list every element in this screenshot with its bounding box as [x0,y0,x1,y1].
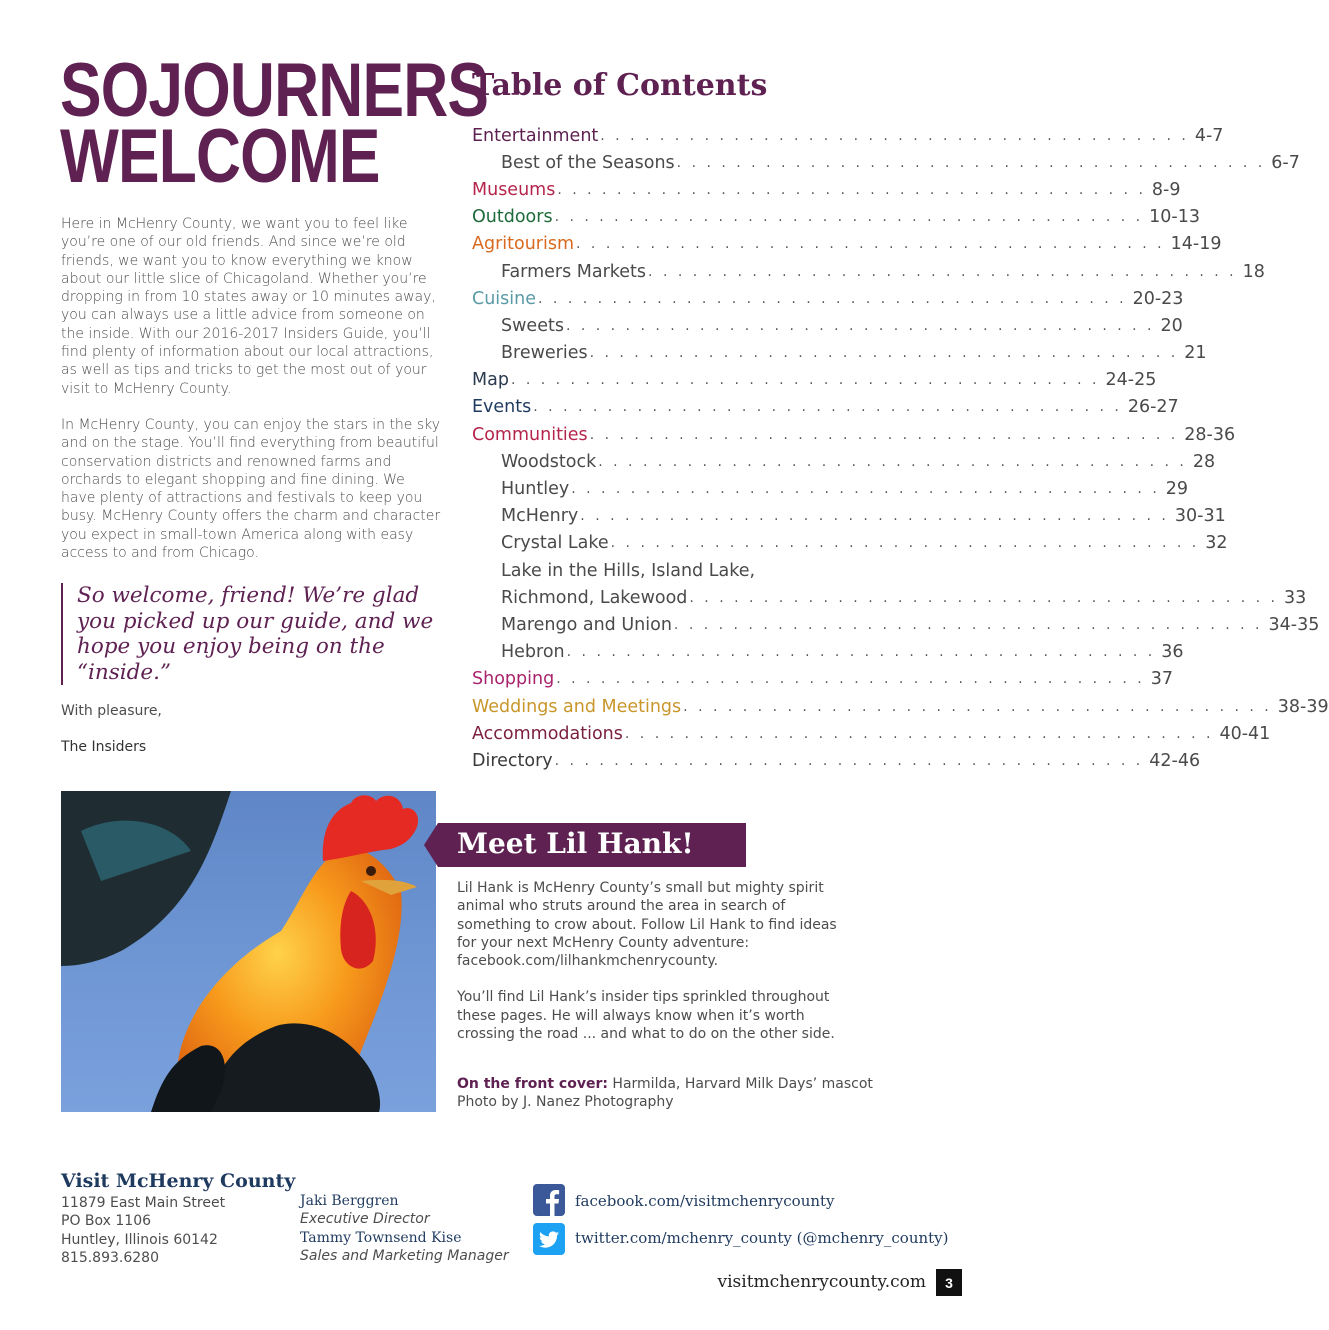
toc-entry-pages: 34-35 [1268,614,1320,635]
facebook-icon[interactable] [533,1184,565,1216]
intro-paragraph-1: Here in McHenry County, we want you to feel like you’re one of our old friends. And since we’re old friends, we want you to know everything we know about our little slice of Chicagoland. Whether you’re dropping in from 10 states away or 10 minutes away, you can always use a little advice from someone on the inside. With our 2016-2017 Insiders Guide, you’ll find plenty of information about our local attractions, as well as tips and tricks to get the most out of your visit to McHenry County. [61,216,436,397]
toc-entry-label: Huntley [501,479,570,500]
toc-entry-label: Museums [472,179,556,200]
cover-text: Harmilda, Harvard Milk Days’ mascot [607,1076,873,1092]
toc-entry[interactable] [472,611,1320,638]
toc-entry[interactable] [472,584,1307,611]
toc-entry[interactable] [472,720,1271,747]
rooster-illustration [61,791,436,1112]
toc-entry-pages: 36 [1161,642,1184,663]
toc-entry-label: Accommodations [472,723,623,744]
pull-quote: So welcome, friend! We’re glad you picked up our guide, and we hope you enjoy being on the “inside.” [61,583,447,685]
rooster-photo [61,791,436,1112]
toc-entry[interactable] [472,448,1216,475]
footer-address [61,1194,225,1267]
toc-entry-pages: 32 [1205,533,1228,554]
toc-entry-pages: 6-7 [1271,152,1300,173]
website-url[interactable]: visitmchenrycounty.com [717,1272,926,1292]
hank-paragraph-2: You’ll find Lil Hank’s insider tips sprinkled throughout these pages. He will always know when it’s worth crossing the road ... and what to do on the other side. [457,989,835,1043]
phone-number: 815.893.6280 [61,1249,159,1266]
intro-text [61,215,441,580]
twitter-icon[interactable] [533,1223,565,1255]
page-headline [60,48,489,199]
toc-entry[interactable] [472,475,1189,502]
toc-entry[interactable] [472,122,1224,149]
facebook-link[interactable]: facebook.com/visitmchenrycounty [575,1192,835,1210]
toc-entry[interactable] [472,367,1157,394]
toc-entry-label: Events [472,397,532,418]
toc-entry[interactable] [472,285,1184,312]
toc-entry[interactable] [472,530,1228,557]
toc-entry-pages: 26-27 [1127,397,1179,418]
toc-entry[interactable] [472,204,1200,231]
toc-entry-pages: 40-41 [1219,723,1271,744]
toc-entry-label: Hebron [501,642,565,663]
toc-entry-pages: 37 [1150,669,1174,690]
toc-entry-label: Entertainment [472,125,599,146]
toc-entry-label: Lake in the Hills, Island Lake, [501,560,756,581]
address-line-1: 11879 East Main Street [61,1195,226,1211]
toc-leader-dots: . . . . . . . . . . . . . . . . . . . . . . . . . . . . . . . . . . . . . . . . [673,616,1263,633]
toc-title: Table of Contents [472,68,768,103]
toc-entry-label: Map [472,370,509,391]
toc-entry-pages: 8-9 [1151,179,1181,200]
toc-entry[interactable] [472,258,1265,285]
toc-entry[interactable] [472,421,1236,448]
toc-leader-dots: . . . . . . . . . . . . . . . . . . . . . . . . . . . . . . . . . . . . . . . . [538,290,1127,307]
toc-entry-label: Marengo and Union [501,614,672,635]
toc-entry-label: Directory [472,750,553,771]
toc-leader-dots: . . . . . . . . . . . . . . . . . . . . . . . . . . . . . . . . . . . . . . . . [676,154,1266,171]
toc-entry-label: Best of the Seasons [501,152,675,173]
toc-entry-label: Communities [472,424,588,445]
toc-entry[interactable] [472,747,1201,774]
address-line-2: PO Box 1106 [61,1213,152,1230]
toc-entry-pages: 28 [1192,451,1216,472]
signature: The Insiders [61,739,147,755]
toc-entry-pages: 28-36 [1184,424,1236,445]
address-line-3: Huntley, Illinois 60142 [61,1231,218,1248]
toc-entry-label: Farmers Markets [501,261,647,282]
toc-entry[interactable] [472,231,1222,258]
toc-entry[interactable] [472,693,1329,720]
hank-title: Meet Lil Hank! [457,827,694,860]
toc-leader-dots: . . . . . . . . . . . . . . . . . . . . . . . . . . . . . . . . . . . . . . . . [533,399,1122,416]
toc-entry[interactable] [472,394,1179,421]
contact-2-name: Tammy Townsend Kise [300,1229,462,1246]
toc-entry[interactable] [472,149,1300,176]
toc-entry-pages: 30-31 [1174,506,1226,527]
toc-leader-dots: . . . . . . . . . . . . . . . . . . . . . . . . . . . . . . . . . . . . . . . . [600,127,1189,144]
toc-entry-label: Crystal Lake [501,533,609,554]
hank-text [457,879,837,1061]
signoff: With pleasure, [61,703,162,719]
toc-entry-label: Cuisine [472,288,537,309]
toc-leader-dots: . . . . . . . . . . . . . . . . . . . . . . . . . . . . . . . . . . . . . . . . [683,698,1272,715]
toc-entry-label: Shopping [472,669,555,690]
table-of-contents [472,122,1329,775]
toc-entry[interactable] [472,666,1174,693]
toc-entry-pages: 21 [1184,343,1207,364]
toc-entry[interactable] [472,176,1181,203]
page-number: 3 [936,1269,962,1296]
toc-leader-dots: . . . . . . . . . . . . . . . . . . . . . . . . . . . . . . . . . . . . . . . . [554,752,1144,769]
toc-entry[interactable] [472,312,1183,339]
toc-entry-label: Outdoors [472,207,553,228]
toc-leader-dots: . . . . . . . . . . . . . . . . . . . . . . . . . . . . . . . . . . . . . . . . [598,453,1187,470]
toc-entry-label: Sweets [501,315,564,336]
toc-entry-label: Agritourism [472,234,575,255]
toc-leader-dots: . . . . . . . . . . . . . . . . . . . . . . . . . . . . . . . . . . . . . . . . [624,725,1214,742]
toc-leader-dots: . . . . . . . . . . . . . . . . . . . . . . . . . . . . . . . . . . . . . . . . [557,181,1146,198]
contact-2-role: Sales and Marketing Manager [300,1247,509,1264]
toc-entry-pages: 18 [1242,261,1265,282]
twitter-link[interactable]: twitter.com/mchenry_county (@mchenry_county) [575,1229,949,1247]
toc-entry-label: Woodstock [501,451,597,472]
toc-leader-dots: . . . . . . . . . . . . . . . . . . . . . . . . . . . . . . . . . . . . . . . . [571,481,1160,498]
toc-entry-pages: 24-25 [1105,370,1157,391]
toc-entry-pages: 20 [1160,315,1183,336]
toc-entry-label: Richmond, Lakewood [501,587,688,608]
photo-credit: Photo by J. Nanez Photography [457,1094,674,1111]
cover-caption [457,1075,877,1112]
intro-paragraph-2: In McHenry County, you can enjoy the stars in the sky and on the stage. You’ll find everything from beautiful conservation districts and renowned farms and orchards to elegant shopping and fine dining. We have plenty of attractions and festivals to keep you busy. McHenry County offers the charm and character you expect in small-town America along with easy access to and from Chicago. [61,416,441,562]
toc-entry-pages: 42-46 [1149,750,1201,771]
toc-leader-dots: . . . . . . . . . . . . . . . . . . . . . . . . . . . . . . . . . . . . . . . . [565,317,1155,334]
toc-entry-pages: 33 [1283,587,1307,608]
toc-entry[interactable] [472,639,1184,666]
toc-leader-dots: . . . . . . . . . . . . . . . . . . . . . . . . . . . . . . . . . . . . . . . . [576,236,1165,253]
toc-leader-dots: . . . . . . . . . . . . . . . . . . . . . . . . . . . . . . . . . . . . . . . . [566,644,1156,661]
toc-entry-pages: 14-19 [1170,234,1222,255]
toc-leader-dots: . . . . . . . . . . . . . . . . . . . . . . . . . . . . . . . . . . . . . . . . [554,209,1144,226]
toc-entry-pages: 29 [1165,479,1189,500]
contact-1-role: Executive Director [300,1211,430,1228]
contact-1-name: Jaki Berggren [300,1193,399,1209]
toc-leader-dots: . . . . . . . . . . . . . . . . . . . . . . . . . . . . . . . . . . . . . . . . [610,535,1200,552]
toc-leader-dots: . . . . . . . . . . . . . . . . . . . . . . . . . . . . . . . . . . . . . . . . [589,345,1179,362]
toc-leader-dots: . . . . . . . . . . . . . . . . . . . . . . . . . . . . . . . . . . . . . . . . [556,671,1145,688]
toc-entry[interactable] [472,340,1207,367]
toc-entry-pages: 38-39 [1277,696,1329,717]
toc-entry-label: McHenry [501,506,579,527]
toc-leader-dots: . . . . . . . . . . . . . . . . . . . . . . . . . . . . . . . . . . . . . . . . [510,372,1100,389]
toc-entry-pages: 10-13 [1149,207,1200,228]
footer-org-name: Visit McHenry County [61,1170,296,1192]
toc-entry-pages: 20-23 [1132,288,1184,309]
hank-paragraph-1: Lil Hank is McHenry County’s small but mighty spirit animal who struts around the area in search of something to crow about. Follow Lil Hank to find ideas for your next McHenry County adventure: facebook.com/lilhankmchenrycounty. [457,880,837,970]
cover-label: On the front cover: [457,1076,608,1092]
toc-entry[interactable] [472,503,1226,530]
toc-entry-label: Weddings and Meetings [472,696,682,717]
footer-contacts [300,1192,509,1265]
toc-entry[interactable] [472,557,824,584]
toc-entry-pages: 4-7 [1194,125,1224,146]
toc-leader-dots: . . . . . . . . . . . . . . . . . . . . . . . . . . . . . . . . . . . . . . . . [689,589,1278,606]
headline-line-1: SOJOURNERS [60,48,489,133]
toc-leader-dots: . . . . . . . . . . . . . . . . . . . . . . . . . . . . . . . . . . . . . . . . [589,426,1179,443]
toc-entry-label: Breweries [501,343,588,364]
toc-leader-dots: . . . . . . . . . . . . . . . . . . . . . . . . . . . . . . . . . . . . . . . . [648,263,1237,280]
toc-leader-dots: . . . . . . . . . . . . . . . . . . . . . . . . . . . . . . . . . . . . . . . . [580,508,1169,525]
headline-line-2: WELCOME [60,114,380,199]
